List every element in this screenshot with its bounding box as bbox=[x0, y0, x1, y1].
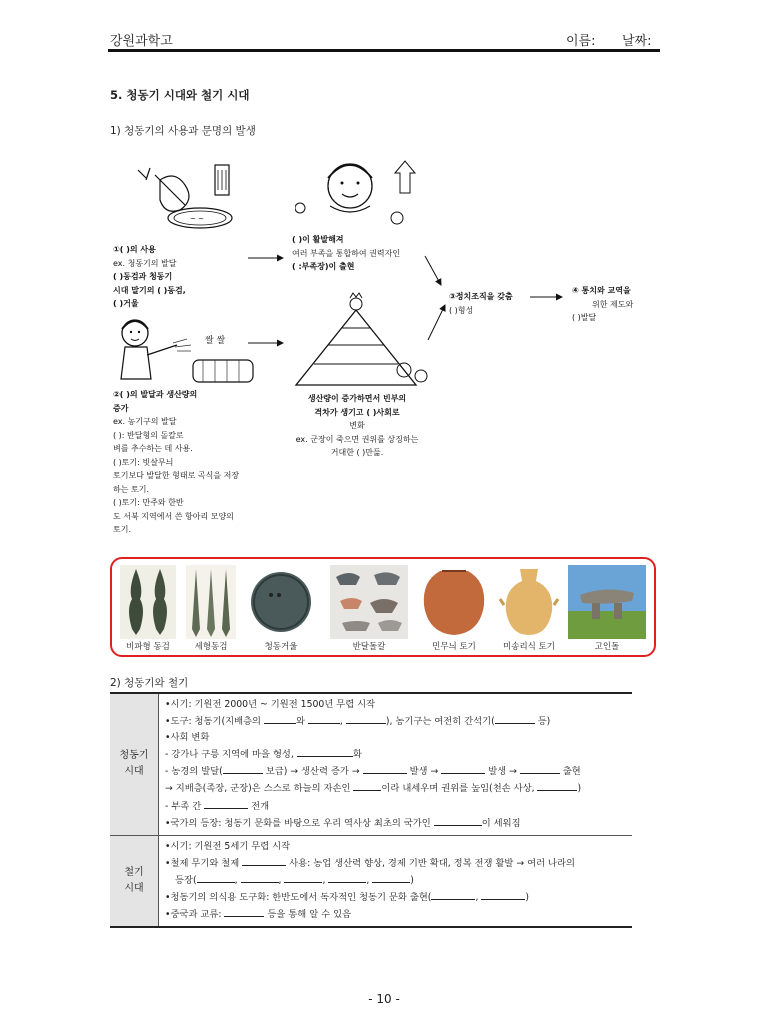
blank[interactable] bbox=[204, 798, 248, 809]
pyr-line-3: 변화 bbox=[349, 421, 365, 430]
b1-line-5: ( )거울 bbox=[113, 299, 139, 308]
top-line-1: ( )이 활발해져 bbox=[292, 235, 344, 244]
b3-line-1: ③정치조직을 갖춤 bbox=[449, 292, 513, 301]
b2-line-7: 토기보다 발달한 형태로 곡식을 저장 bbox=[113, 471, 240, 480]
blank[interactable] bbox=[223, 763, 263, 774]
photo-bronze-mirror bbox=[249, 565, 313, 639]
bronze-row-8: •국가의 등장: 청동기 문화를 바탕으로 우리 역사상 최초의 국가인 이 세워짐 bbox=[165, 815, 626, 832]
bronze-row-1: •시기: 기원전 2000년 ~ 기원전 1500년 무렵 시작 bbox=[165, 699, 376, 710]
iron-period-cell bbox=[110, 835, 159, 927]
bronze-row-2: •도구: 청동기(지배층의 와 , ), 농기구는 여전히 간석기( 등) bbox=[165, 713, 626, 730]
blank[interactable] bbox=[441, 763, 485, 774]
iron-content-cell bbox=[159, 835, 633, 927]
page-number: - 10 - bbox=[368, 992, 400, 1006]
blank[interactable] bbox=[224, 906, 264, 917]
b2-line-3: ex. 농기구의 발달 bbox=[113, 417, 177, 426]
blank[interactable] bbox=[481, 889, 525, 900]
photo-half-moon-knife bbox=[330, 565, 408, 639]
chief-drawing bbox=[295, 158, 425, 233]
b1-line-4: 시대 말기의 ( )동검, bbox=[113, 285, 186, 295]
blank[interactable] bbox=[328, 872, 366, 883]
pyr-line-4: ex. 군장이 죽으면 권위를 상징하는 bbox=[295, 434, 419, 444]
iron-row-3: 등장( , , , , ) bbox=[165, 872, 626, 889]
svg-text:~ ~: ~ ~ bbox=[190, 215, 204, 223]
blank[interactable] bbox=[284, 872, 322, 883]
blank[interactable] bbox=[434, 815, 482, 826]
b2-line-6: ( )토기: 빗살무늬 bbox=[113, 457, 174, 467]
blank[interactable] bbox=[297, 746, 353, 757]
iron-row-4: •청동기의 의식용 도구화: 한반도에서 독자적인 청동기 문화 출현( , ) bbox=[165, 889, 626, 906]
bronze-period-label-1: 청동기 bbox=[119, 750, 149, 762]
bronze-period-label-2: 시대 bbox=[124, 766, 144, 778]
iron-row-5: •중국과 교류: 등을 통해 알 수 있음 bbox=[165, 906, 626, 923]
b2-line-2: 증가 bbox=[113, 403, 129, 413]
top-line-2: 여러 부족을 통합하여 권력자인 bbox=[292, 248, 401, 258]
caption-misongri-pottery: 미송리식 토기 bbox=[503, 642, 555, 652]
photo-slender-dagger bbox=[186, 565, 236, 639]
iron-row-1: •시기: 기원전 5세기 무렵 시작 bbox=[165, 840, 291, 852]
b2-line-4: ( ): 반달형의 돌칼로 bbox=[113, 430, 184, 440]
photo-misongri-pottery bbox=[498, 565, 560, 639]
b2-line-5: 벼를 추수하는 데 사용. bbox=[113, 444, 193, 453]
photo-bipa-dagger bbox=[120, 565, 176, 639]
top-line-3: ( :부족장)이 출현 bbox=[292, 262, 355, 271]
summary-table bbox=[110, 692, 632, 928]
bronze-content-cell bbox=[159, 693, 633, 835]
rice-label: 쌀 쌀 bbox=[205, 336, 226, 346]
pyr-line-5: 거대한 ( )만듦. bbox=[330, 448, 384, 457]
pyr-line-2: 격차가 생기고 ( )사회로 bbox=[314, 407, 400, 417]
blank[interactable] bbox=[431, 889, 475, 900]
b2-line-9: ( )토기: 만주와 한반 bbox=[113, 498, 184, 507]
blank[interactable] bbox=[353, 780, 381, 791]
date-label: 날짜: bbox=[622, 34, 652, 49]
b1-line-2: ex. 청동기의 발달 bbox=[113, 258, 177, 268]
caption-bronze-mirror: 청동거울 bbox=[264, 642, 298, 652]
blank[interactable] bbox=[264, 713, 296, 724]
caption-dolmen: 고인돌 bbox=[594, 642, 620, 652]
photo-plain-pottery bbox=[418, 565, 490, 639]
blank[interactable] bbox=[520, 763, 560, 774]
b1-line-1: ①( )의 사용 bbox=[113, 245, 156, 254]
blank[interactable] bbox=[372, 872, 410, 883]
iron-row-2: •철제 무기와 철제 사용: 농업 생산력 향상, 경제 기반 확대, 정복 전쟁 활발 → 여러 나라의 bbox=[165, 855, 626, 872]
name-label: 이름: bbox=[566, 34, 596, 49]
iron-period-label-1: 철기 bbox=[124, 866, 144, 878]
subtitle-1: 1) 청동기의 사용과 문명의 발생 bbox=[110, 125, 256, 137]
bronze-period-cell bbox=[110, 693, 159, 835]
b2-line-1: ②( )의 발달과 생산량의 bbox=[113, 390, 198, 399]
b4-line-1: ④ 통치와 교역을 bbox=[572, 286, 631, 295]
iron-period-label-2: 시대 bbox=[124, 882, 144, 894]
bronze-row-7: - 부족 간 전개 bbox=[165, 798, 626, 815]
blank[interactable] bbox=[241, 872, 279, 883]
caption-half-moon-knife: 반달돌칼 bbox=[352, 642, 386, 652]
section-title: 5. 청동기 시대와 철기 시대 bbox=[110, 88, 250, 102]
pyramid-drawing bbox=[286, 290, 436, 390]
blank[interactable] bbox=[537, 780, 577, 791]
b2-line-8: 하는 토기. bbox=[113, 484, 149, 494]
bronze-row-4: - 강가나 구릉 지역에 마을 형성, 화 bbox=[165, 746, 626, 763]
bronze-row-5: - 농경의 발달( 보급) → 생산력 증가 → 발생 → 발생 → 출현 bbox=[165, 763, 626, 780]
blank[interactable] bbox=[363, 763, 407, 774]
b1-line-3: ( )동검과 청동기 bbox=[113, 272, 173, 281]
b3-line-2: ( )형성 bbox=[449, 305, 474, 315]
photo-dolmen bbox=[568, 565, 646, 639]
blank[interactable] bbox=[346, 713, 386, 724]
caption-slender-dagger: 세형동검 bbox=[194, 642, 228, 652]
blank[interactable] bbox=[495, 713, 535, 724]
pyr-line-1: 생산량이 증가하면서 빈부의 bbox=[307, 394, 407, 403]
b4-line-3: ( )발달 bbox=[572, 313, 597, 322]
blank[interactable] bbox=[197, 872, 235, 883]
b2-line-11: 토기. bbox=[113, 525, 131, 534]
blank[interactable] bbox=[308, 713, 340, 724]
bronze-row-6: → 지배층(족장, 군장)은 스스로 하늘의 자손인 이라 내세우며 권위를 높임(천손 사상, ) bbox=[165, 780, 626, 797]
b4-line-2: 위한 제도와 bbox=[592, 299, 634, 309]
bronze-row-3: •사회 변화 bbox=[165, 732, 210, 744]
subtitle-2: 2) 청동기와 철기 bbox=[110, 677, 189, 689]
blank[interactable] bbox=[242, 855, 286, 866]
caption-plain-pottery: 민무늬 토기 bbox=[432, 642, 476, 652]
b2-line-10: 도 서북 지역에서 쓴 항아리 모양의 bbox=[113, 511, 234, 521]
school-name: 강원과학고 bbox=[110, 34, 173, 49]
caption-bipa-dagger: 비파형 동검 bbox=[126, 642, 170, 652]
